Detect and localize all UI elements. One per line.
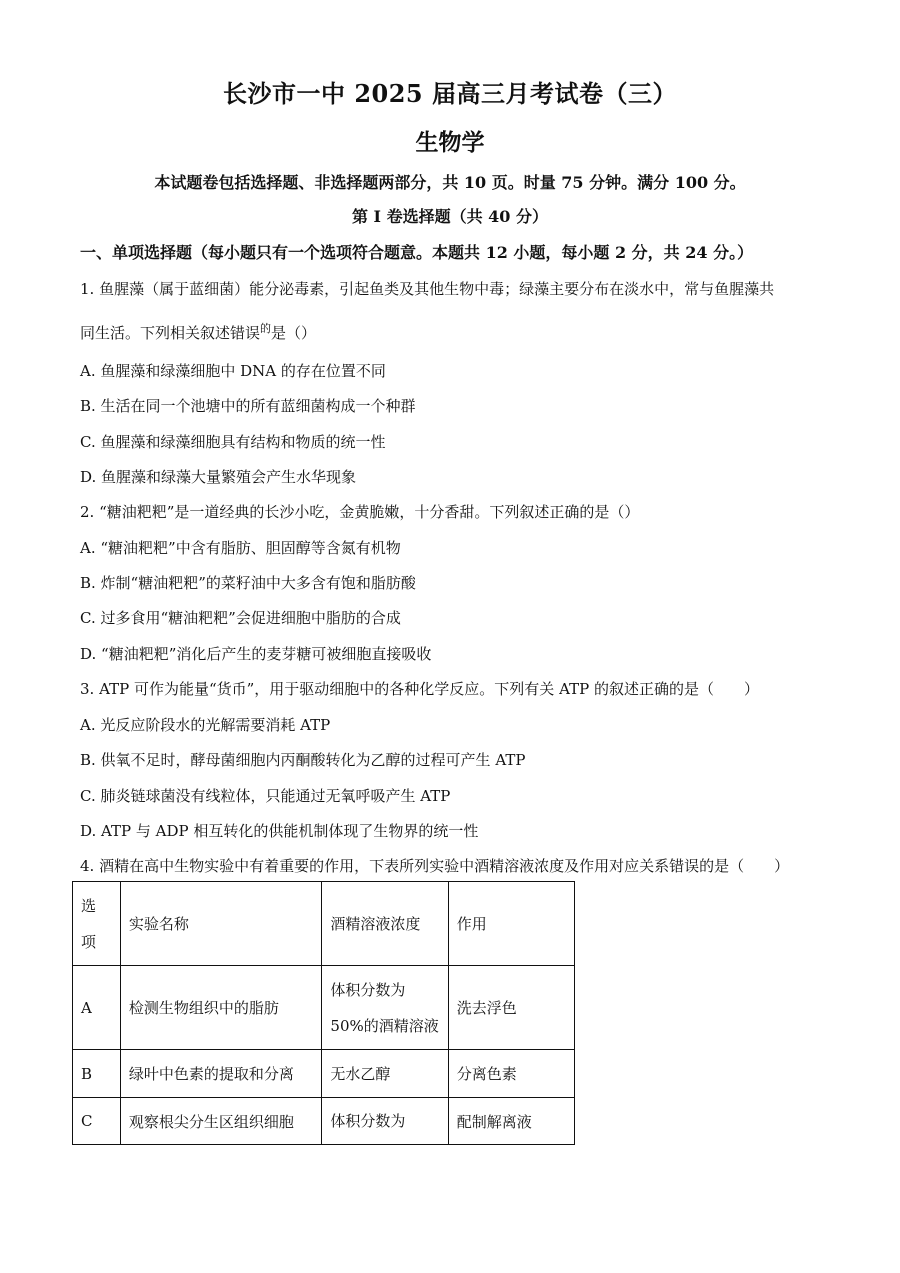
q2-option-d: D. “糖油粑粑”消化后产生的麦芽糖可被细胞直接吸收 [80,645,432,663]
table-row [73,1050,575,1098]
row-concentration-line2: 50%的酒精溶液 [330,1016,439,1035]
q2-option-a: A. “糖油粑粑”中含有脂肪、胆固醇等含氮有机物 [80,539,401,557]
row-experiment: 绿叶中色素的提取和分离 [120,1050,322,1098]
q1-option-d: D. 鱼腥藻和绿藻大量繁殖会产生水华现象 [80,468,357,486]
table-header-row [73,882,575,966]
exam-intro: 本试题卷包括选择题、非选择题两部分，共 10 页。时量 75 分钟。满分 100 分。 [154,173,746,192]
q1-stem-line2 [80,322,316,343]
header-option-line1: 选 [81,896,97,915]
header-option [73,882,121,966]
q3-stem: 3. ATP 可作为能量“货币”，用于驱动细胞中的各种化学反应。下列有关 ATP 的叙述正确的是（ ） [80,680,759,698]
section-heading: 一、单项选择题（每小题只有一个选项符合题意。本题共 12 小题，每小题 2 分，共 24 分。） [80,243,754,262]
table-row [73,1098,575,1145]
header-concentration: 酒精溶液浓度 [322,882,448,966]
q2-option-b: B. 炸制“糖油粑粑”的菜籽油中大多含有饱和脂肪酸 [80,574,416,592]
q2-option-c: C. 过多食用“糖油粑粑”会促进细胞中脂肪的合成 [80,609,401,627]
row-use: 分离色素 [448,1050,574,1098]
q1-stem-text: 同生活。下列相关叙述错误 [80,324,261,342]
q1-stem-line1: 1. 鱼腥藻（属于蓝细菌）能分泌毒素，引起鱼类及其他生物中毒；绿藻主要分布在淡水中，常与鱼腥藻共 [80,280,775,298]
q1-stem-text-end: 是（） [271,324,317,342]
row-experiment: 观察根尖分生区组织细胞 [120,1098,322,1145]
q4-table [72,881,575,1145]
q1-stem-superscript: 的 [260,322,272,335]
subject-title: 生物学 [415,129,485,156]
q3-option-a: A. 光反应阶段水的光解需要消耗 ATP [80,716,331,734]
header-experiment: 实验名称 [120,882,322,966]
row-use: 洗去浮色 [448,966,574,1050]
table-row [73,966,575,1050]
part-heading: 第 I 卷选择题（共 40 分） [351,207,549,226]
q1-option-a: A. 鱼腥藻和绿藻细胞中 DNA 的存在位置不同 [80,362,386,380]
q2-stem: 2. “糖油粑粑”是一道经典的长沙小吃，金黄脆嫩，十分香甜。下列叙述正确的是（） [80,503,640,521]
q1-option-c: C. 鱼腥藻和绿藻细胞具有结构和物质的统一性 [80,433,386,451]
row-use: 配制解离液 [448,1098,574,1145]
q4-stem: 4. 酒精在高中生物实验中有着重要的作用，下表所列实验中酒精溶液浓度及作用对应关系错误的是（ ） [80,857,790,875]
header-option-line2: 项 [81,932,97,951]
row-concentration: 无水乙醇 [322,1050,448,1098]
q1-option-b: B. 生活在同一个池塘中的所有蓝细菌构成一个种群 [80,397,416,415]
row-concentration: 体积分数为 [322,1098,448,1145]
row-concentration-line1: 体积分数为 [330,980,406,999]
row-concentration [322,966,448,1050]
row-option: C [73,1098,121,1145]
header-use: 作用 [448,882,574,966]
row-option: B [73,1050,121,1098]
exam-title: 长沙市一中 2025 届高三月考试卷（三） [222,79,677,108]
row-experiment: 检测生物组织中的脂肪 [120,966,322,1050]
q3-option-b: B. 供氧不足时，酵母菌细胞内丙酮酸转化为乙醇的过程可产生 ATP [80,751,526,769]
q3-option-d: D. ATP 与 ADP 相互转化的供能机制体现了生物界的统一性 [80,822,479,840]
q3-option-c: C. 肺炎链球菌没有线粒体，只能通过无氧呼吸产生 ATP [80,787,451,805]
row-option: A [73,966,121,1050]
